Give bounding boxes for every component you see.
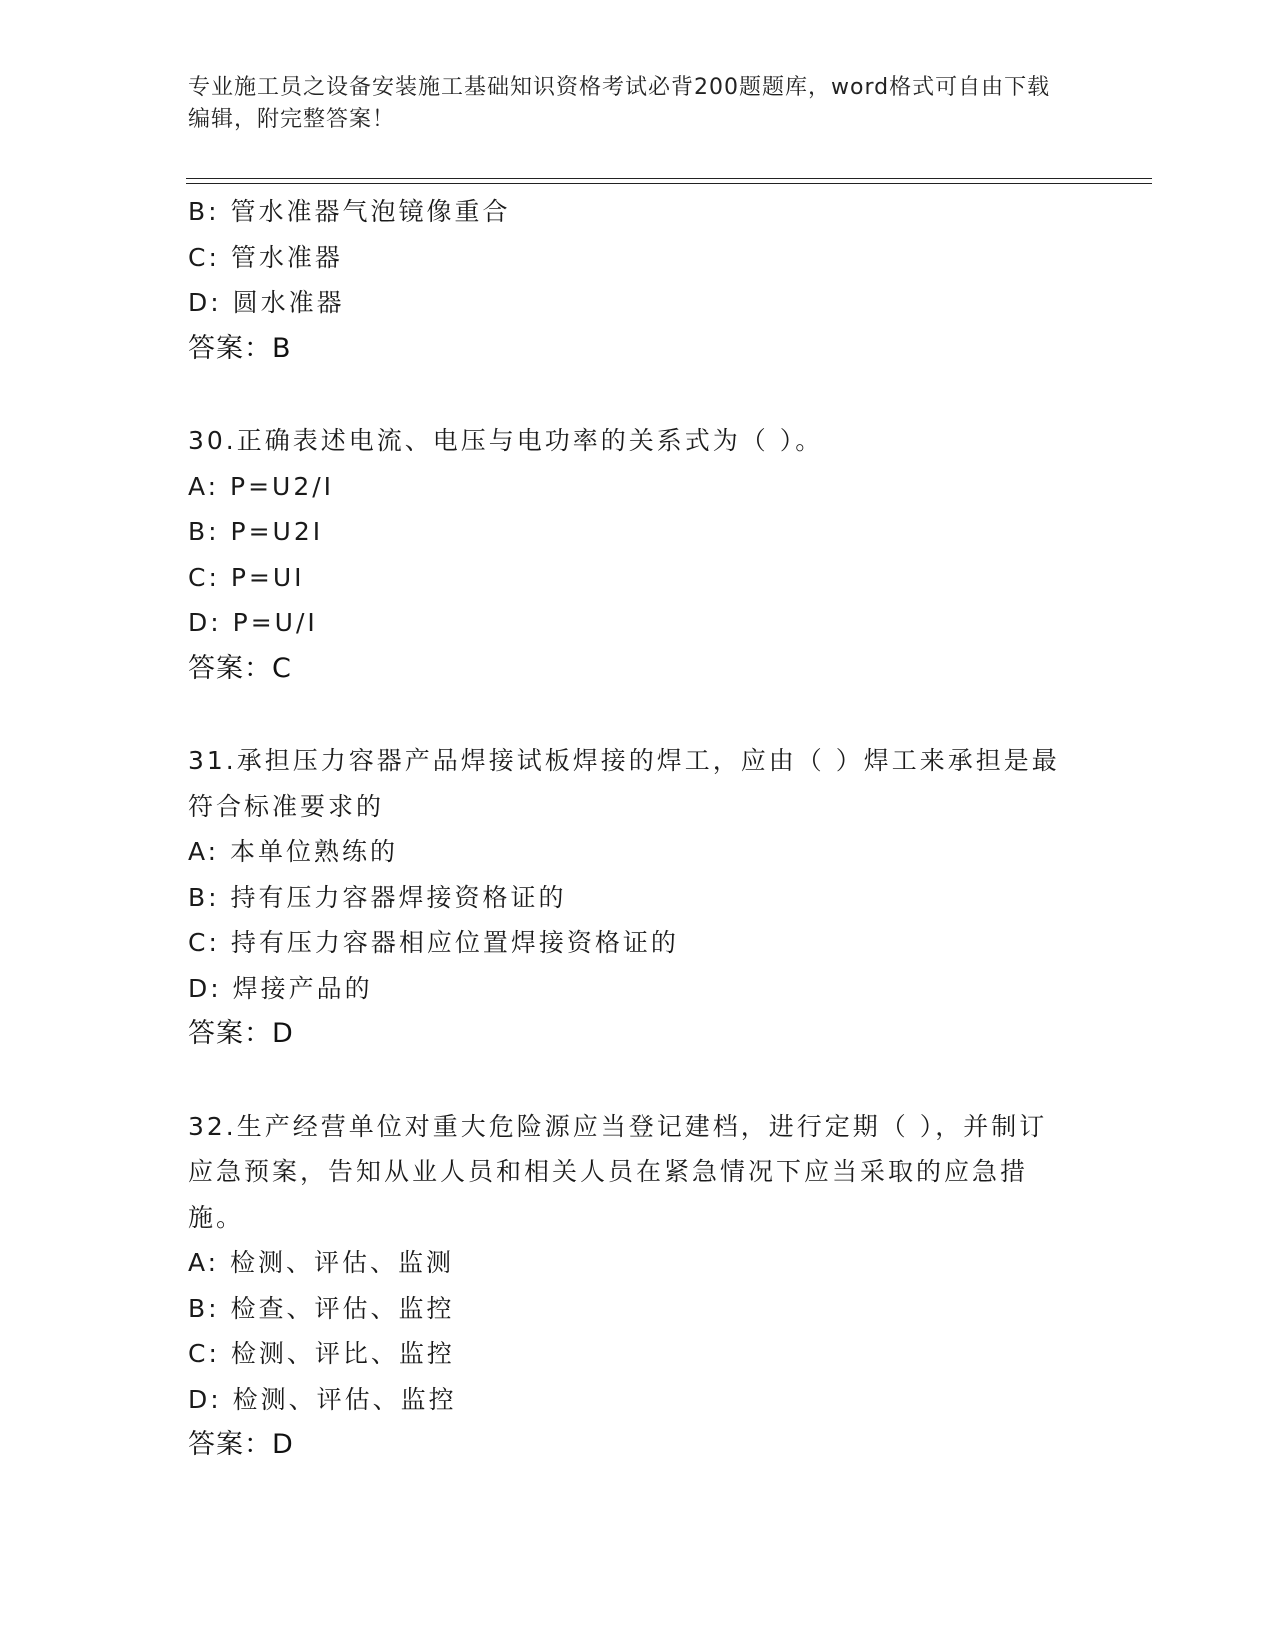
option-d: D: 检测、评估、监控 (188, 1384, 457, 1414)
option-a: A: P=U2/I (188, 471, 335, 501)
option-b: B: 持有压力容器焊接资格证的 (188, 882, 567, 912)
question-32 (188, 1104, 1068, 1468)
continued-question (188, 189, 1068, 371)
spacer (188, 371, 1068, 418)
option-d: D: 焊接产品的 (188, 973, 373, 1003)
option-c: C: 持有压力容器相应位置焊接资格证的 (188, 928, 679, 957)
option-b: B: 管水准器气泡镜像重合 (188, 197, 511, 226)
spacer (188, 1057, 1068, 1104)
option-c: C: 检测、评比、监控 (188, 1339, 455, 1368)
question-31 (188, 738, 1068, 1057)
header-divider-bottom (186, 183, 1152, 184)
answer-line: 答案：B (188, 332, 292, 364)
option-c: C: P=UI (188, 562, 305, 592)
option-d: D: P=U/I (188, 608, 318, 637)
answer-line: 答案：C (188, 652, 292, 684)
question-text: 30.正确表述电流、电压与电功率的关系式为（ ）。 (188, 426, 824, 455)
question-text: 32.生产经营单位对重大危险源应当登记建档，进行定期（ ），并制订应急预案，告知从业人员和相关人员在紧急情况下应当采取的应急措施。 (188, 1111, 1048, 1232)
option-c: C: 管水准器 (188, 242, 343, 272)
question-text: 31.承担压力容器产品焊接试板焊接的焊工，应由（ ）焊工来承担是最符合标准要求的 (188, 746, 1060, 821)
answer-line: 答案：D (188, 1429, 294, 1460)
option-a: A: 本单位熟练的 (188, 837, 399, 866)
option-a: A: 检测、评估、监测 (188, 1248, 455, 1277)
header-divider-top (186, 178, 1152, 179)
question-30 (188, 418, 1068, 691)
page-header: 专业施工员之设备安装施工基础知识资格考试必背200题题库，word格式可自由下载编辑，附完整答案！ (188, 75, 1051, 132)
option-b: B: 检查、评估、监控 (188, 1293, 455, 1323)
answer-line: 答案：D (188, 1018, 294, 1049)
option-b: B: P=U2I (188, 517, 324, 546)
question-list (188, 189, 1068, 1468)
option-d: D: 圆水准器 (188, 288, 345, 317)
spacer (188, 691, 1068, 738)
